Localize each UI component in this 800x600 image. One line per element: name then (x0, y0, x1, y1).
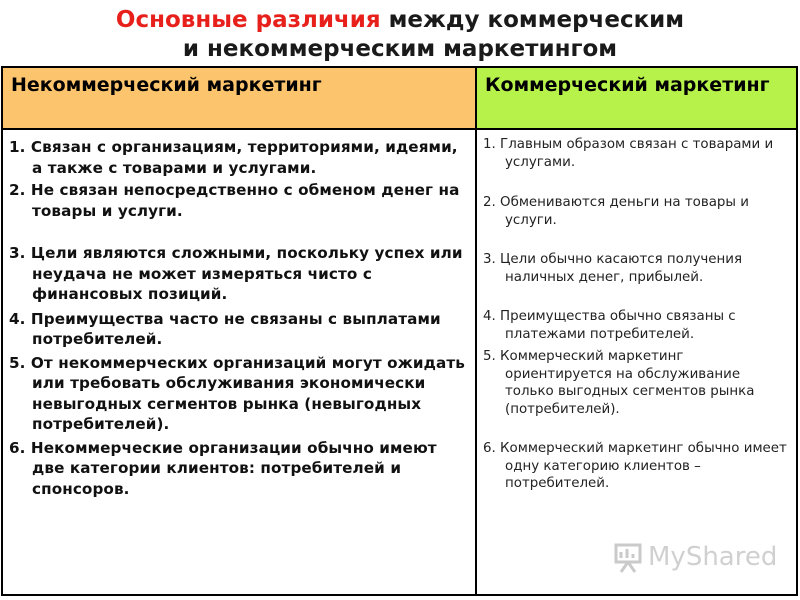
noncommercial-item-2: 2. Не связан непосредственно с обменом денег на товары и услуги. (9, 181, 460, 220)
watermark-text: MyShared (648, 542, 778, 572)
title-line-1 (0, 6, 800, 35)
commercial-item-3: 3. Цели обычно касаются получения наличных денег, прибылей. (483, 252, 743, 285)
commercial-item-2: 2. Обмениваются деньги на товары и услуги. (483, 195, 749, 228)
title-accent: Основные различия (115, 7, 381, 33)
slide-title (0, 6, 800, 64)
commercial-column (477, 130, 796, 594)
noncommercial-item-3: 3. Цели являются сложными, поскольку успех или неудача не может измеряться чисто с финансовых позиций. (9, 244, 463, 303)
commercial-item-6: 6. Коммерческий маркетинг обычно имеет одну категорию клиентов – потребителей. (483, 441, 787, 491)
noncommercial-item-1: 1. Связан с организациям, территориями, идеями, а также с товарами и услугами. (9, 138, 458, 177)
title-line-2: и некоммерческим маркетингом (182, 36, 618, 62)
watermark-logo (612, 540, 778, 576)
noncommercial-item-4: 4. Преимущества часто не связаны с выплатами потребителей. (9, 309, 441, 348)
commercial-item-5: 5. Коммерческий маркетинг ориентируется на обслуживание только выгодных сегментов рынка (потребителей). (483, 349, 755, 417)
presentation-board-icon (612, 540, 646, 574)
noncommercial-item-6: 6. Некоммерческие организации обычно имеют две категории клиентов: потребителей и спонсоров. (9, 438, 437, 498)
comparison-table (1, 66, 798, 596)
noncommercial-item-5: 5. От некоммерческих организаций могут ожидать или требовать обслуживания экономически невыгодных сегментов рынка (невыгодных потребителей). (9, 353, 465, 433)
header-noncommercial: Некоммерческий маркетинг (3, 68, 477, 130)
header-commercial: Коммерческий маркетинг (477, 68, 796, 130)
commercial-item-1: 1. Главным образом связан с товарами и услугами. (483, 137, 774, 170)
title-line-1-rest: между коммерческим (380, 7, 685, 33)
noncommercial-column (3, 130, 477, 594)
commercial-item-4: 4. Преимущества обычно связаны с платежами потребителей. (483, 309, 736, 342)
